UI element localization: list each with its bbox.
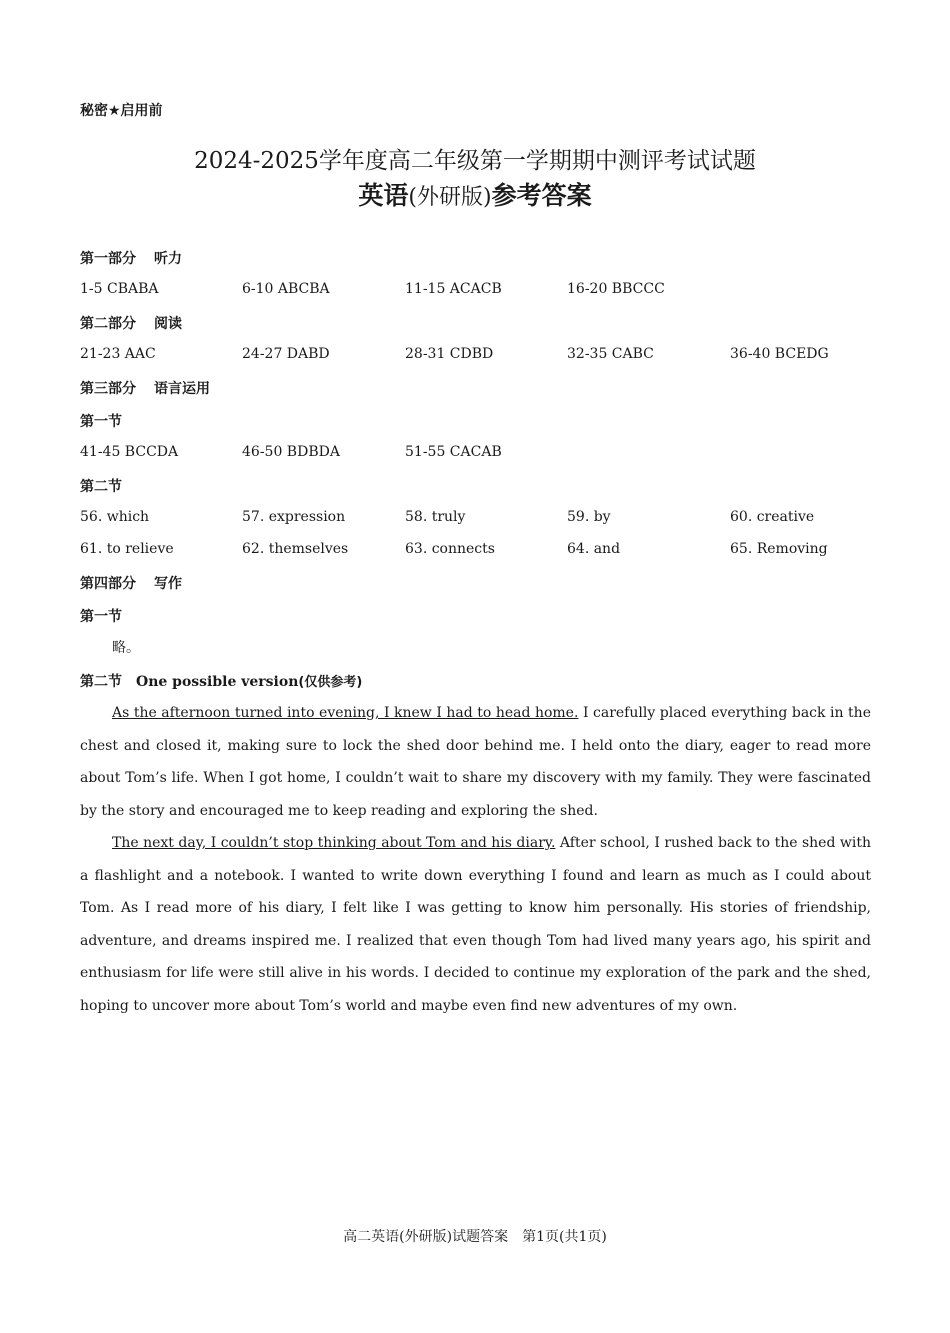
- part1-answer-row: [80, 281, 900, 301]
- essay-paragraph-1-opening: As the afternoon turned into evening, I knew I had to head home.: [112, 705, 579, 721]
- confidential-label: 秘密★启用前: [80, 103, 163, 119]
- answer-cell: 46-50 BDBDA: [242, 444, 340, 460]
- part2-name: 阅读: [154, 316, 182, 332]
- page-subtitle: [0, 176, 950, 212]
- answer-cell: 28-31 CDBD: [405, 346, 494, 362]
- essay-paragraph-2-opening: The next day, I couldn’t stop thinking about Tom and his diary.: [112, 835, 556, 851]
- essay-paragraph-1: [80, 697, 871, 827]
- part4-label: 第四部分: [80, 576, 136, 592]
- answer-cell: 59. by: [567, 509, 611, 525]
- part2-answer-row: [80, 346, 900, 366]
- answer-cell: 1-5 CBABA: [80, 281, 159, 297]
- part2-heading: [80, 313, 182, 333]
- answer-cell: 64. and: [567, 541, 621, 557]
- answer-cell: 36-40 BCEDG: [730, 346, 829, 362]
- part3-label: 第三部分: [80, 381, 136, 397]
- answer-cell: 16-20 BBCCC: [567, 281, 665, 297]
- answer-cell: 58. truly: [405, 509, 466, 525]
- part4-section2-heading: [80, 671, 362, 691]
- part1-heading: [80, 248, 182, 268]
- part3-heading: [80, 378, 210, 398]
- answer-cell: 62. themselves: [242, 541, 349, 557]
- part3-section2-answer-row-1: [80, 509, 900, 529]
- page-footer: 高二英语(外研版)试题答案 第1页(共1页): [343, 1229, 607, 1245]
- part3-section1-answer-row: [80, 444, 900, 464]
- answer-cell: 11-15 ACACB: [405, 281, 502, 297]
- part4-name: 写作: [154, 576, 182, 592]
- answer-cell: 63. connects: [405, 541, 495, 557]
- subtitle-tail: 参考答案: [491, 181, 592, 210]
- answer-cell: 51-55 CACAB: [405, 444, 502, 460]
- possible-version-label: One possible version: [136, 674, 299, 690]
- part3-section1-heading: 第一节: [80, 414, 122, 430]
- subtitle-main: 英语: [358, 181, 409, 210]
- answer-cell: 65. Removing: [730, 541, 828, 557]
- answer-cell: 60. creative: [730, 509, 815, 525]
- part3-section2-answer-row-2: [80, 541, 900, 561]
- part1-label: 第一部分: [80, 251, 136, 267]
- subtitle-paren: (外研版): [408, 185, 492, 210]
- answer-cell: 56. which: [80, 509, 150, 525]
- part4-heading: [80, 573, 182, 593]
- answer-cell: 24-27 DABD: [242, 346, 330, 362]
- answer-cell: 21-23 AAC: [80, 346, 156, 362]
- part4-section1-text: 略。: [112, 640, 140, 656]
- part4-section2-label: 第二节: [80, 674, 122, 690]
- part3-section2-heading: 第二节: [80, 479, 122, 495]
- page-title: 2024-2025学年度高二年级第一学期期中测评考试试题: [194, 148, 756, 174]
- part1-name: 听力: [154, 251, 182, 267]
- answer-cell: 6-10 ABCBA: [242, 281, 330, 297]
- part3-name: 语言运用: [154, 381, 210, 397]
- answer-cell: 41-45 BCCDA: [80, 444, 179, 460]
- answer-cell: 57. expression: [242, 509, 346, 525]
- answer-cell: 61. to relieve: [80, 541, 174, 557]
- part4-section1-heading: 第一节: [80, 609, 122, 625]
- essay-paragraph-2: [80, 827, 871, 1023]
- essay-paragraph-1-body: I carefully placed everything back in the chest and closed it, making sure to lock the shed door behind me. I held onto the diary, eager to read more about Tom’s life. When I got home, I couldn’t wait to share my discovery with my family. They were fascinated by the story and encouraged me to keep reading and exploring the shed.: [80, 705, 871, 819]
- reference-note: (仅供参考): [298, 675, 363, 690]
- answer-cell: 32-35 CABC: [567, 346, 654, 362]
- essay-paragraph-2-body: After school, I rushed back to the shed with a flashlight and a notebook. I wanted to write down everything I found and learn as much as I could about Tom. As I read more of his diary, I felt like I was getting to know him personally. His stories of friendship, adventure, and dreams inspired me. I realized that even though Tom had lived many years ago, his spirit and enthusiasm for life were still alive in his words. I decided to continue my exploration of the park and the shed, hoping to uncover more about Tom’s world and maybe even find new adventures of my own.: [80, 835, 872, 1014]
- part2-label: 第二部分: [80, 316, 136, 332]
